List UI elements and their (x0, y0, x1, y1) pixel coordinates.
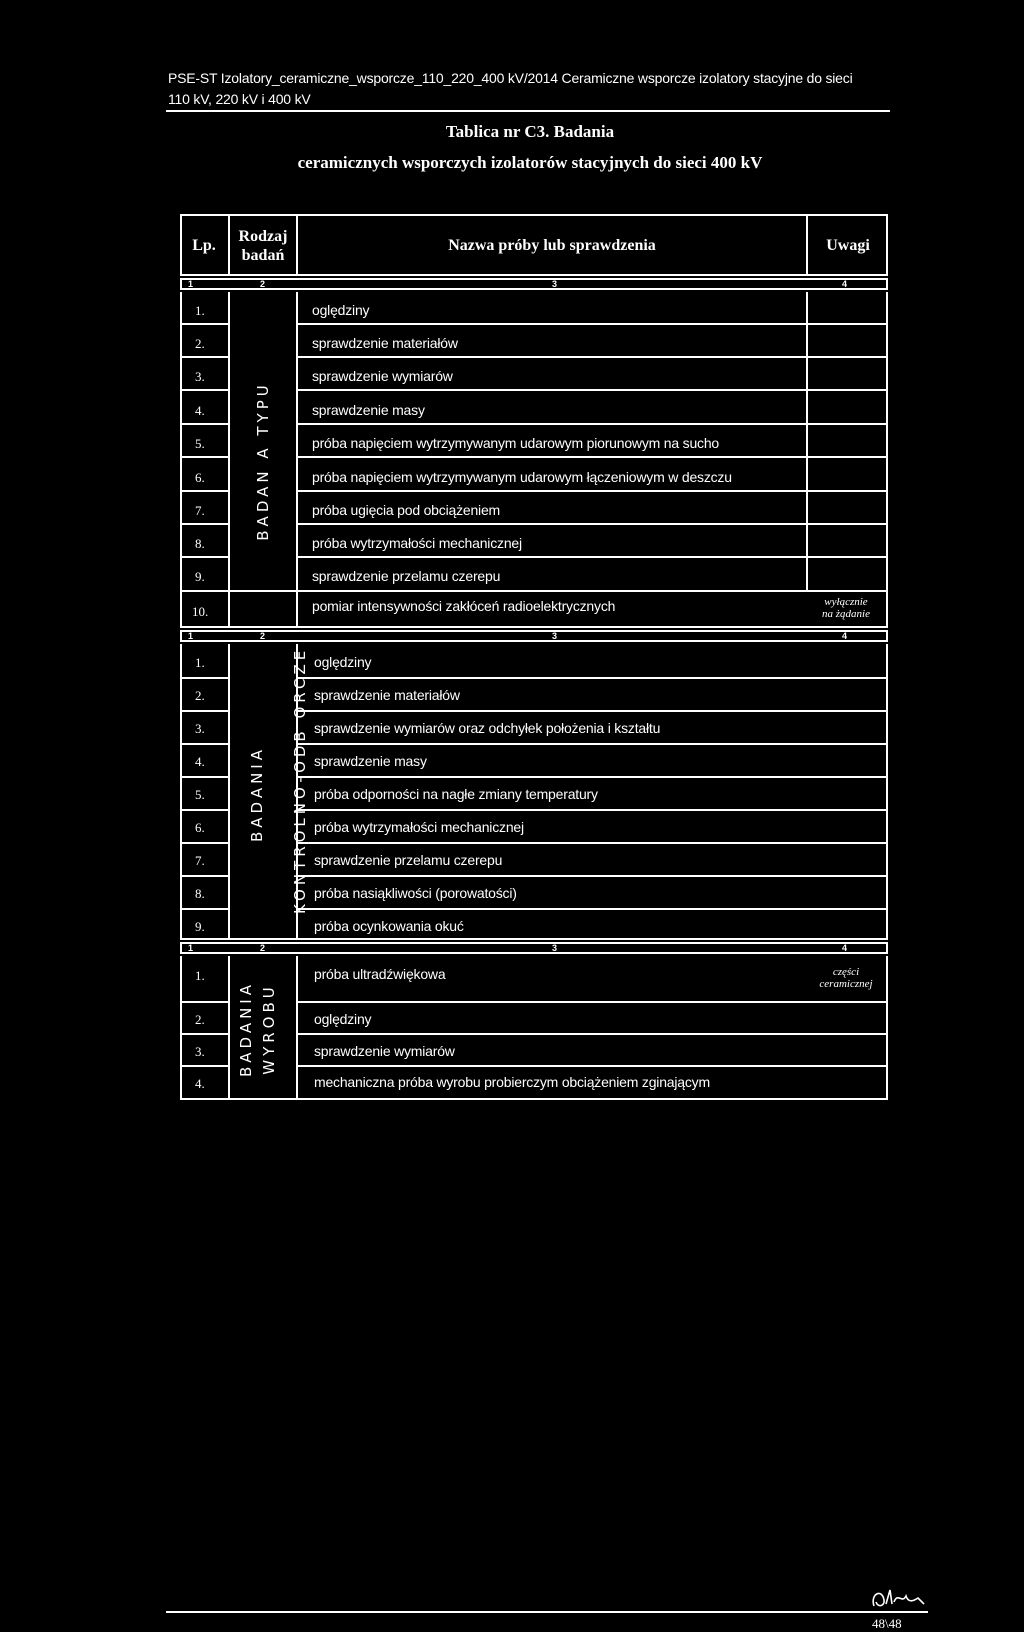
row-number: 1. (195, 303, 205, 318)
test-name: oględziny (314, 1011, 372, 1027)
table-title: Tablica nr C3. Badania (445, 122, 615, 141)
test-name: sprawdzenie masy (312, 402, 425, 418)
row-number: 4. (195, 1076, 205, 1091)
row-number: 6. (195, 820, 205, 835)
row-number: 5. (195, 787, 205, 802)
row-number: 2. (195, 1012, 205, 1027)
test-name: próba odporności na nagłe zmiany temperatury (314, 786, 598, 802)
row-number: 7. (195, 853, 205, 868)
remark-ceramic-parts: części ceramicznej (819, 966, 873, 990)
column-numbers-row: 1 2 3 4 (180, 278, 888, 290)
test-name: sprawdzenie masy (314, 753, 427, 769)
test-name: sprawdzenie materiałów (312, 335, 458, 351)
test-name: sprawdzenie wymiarów oraz odchyłek położenia i kształtu (314, 720, 661, 736)
section-label-type-tests: BADAN A TYPU (254, 381, 272, 541)
row-number: 5. (195, 436, 205, 451)
col-header-uwagi: Uwagi (826, 237, 870, 254)
section-label-product-line1: BADANIA (237, 981, 255, 1078)
section-type-tests (180, 292, 888, 628)
test-name: próba ugięcia pod obciążeniem (312, 502, 500, 518)
test-name: oględziny (312, 302, 370, 318)
row-number: 1. (195, 968, 205, 983)
test-name: próba napięciem wytrzymywanym udarowym piorunowym na sucho (312, 435, 720, 451)
test-name: pomiar intensywności zakłóceń radioelektrycznych (312, 598, 616, 614)
table-subtitle: ceramicznych wsporczych izolatorów stacyjnych do sieci 400 kV (297, 153, 763, 172)
test-name: mechaniczna próba wyrobu probierczym obciążeniem zginającym (314, 1074, 710, 1090)
test-name: sprawdzenie przelamu czerepu (312, 568, 501, 584)
row-number: 8. (195, 886, 205, 901)
row-number: 6. (195, 470, 205, 485)
test-name: próba wytrzymałości mechanicznej (312, 535, 522, 551)
remark-on-request: wyłącznie na żądanie (822, 596, 870, 620)
footer-divider (166, 1611, 928, 1613)
section-label-acceptance-line1: BADANIA (248, 746, 266, 843)
signature-icon (868, 1584, 928, 1614)
test-name: próba ocynkowania okuć (314, 918, 464, 934)
test-name: oględziny (314, 654, 372, 670)
row-number: 10. (192, 604, 209, 619)
test-name: sprawdzenie wymiarów (312, 368, 453, 384)
row-number: 9. (195, 919, 205, 934)
row-number: 2. (195, 688, 205, 703)
row-number: 4. (195, 403, 205, 418)
row-number: 7. (195, 503, 205, 518)
row-number: 9. (195, 569, 205, 584)
test-name: sprawdzenie wymiarów (314, 1043, 455, 1059)
page-number: 48\48 (872, 1616, 902, 1631)
test-name: próba nasiąkliwości (porowatości) (314, 885, 517, 901)
test-name: próba wytrzymałości mechanicznej (314, 819, 524, 835)
col-header-lp: Lp. (192, 237, 216, 254)
column-numbers-row: 1 2 3 4 (180, 942, 888, 954)
row-number: 3. (195, 721, 205, 736)
col-header-rodzaj: Rodzaj badań (238, 228, 288, 264)
test-name: sprawdzenie materiałów (314, 687, 460, 703)
row-number: 1. (195, 655, 205, 670)
document-header-line1: PSE-ST Izolatory_ceramiczne_wsporcze_110_220_400 kV/2014 Ceramiczne wsporcze izolatory stacyjne do sieci (168, 70, 853, 86)
test-name: sprawdzenie przelamu czerepu (314, 852, 503, 868)
row-number: 2. (195, 336, 205, 351)
column-numbers-row: 1 2 3 4 (180, 630, 888, 642)
row-number: 3. (195, 1044, 205, 1059)
row-number: 4. (195, 754, 205, 769)
document-header-line2: 110 kV, 220 kV i 400 kV (168, 91, 311, 107)
section-label-product-line2: WYROBU (260, 983, 278, 1075)
section-label-acceptance-line2: KONTROLNO-ODB ORCZE (291, 646, 309, 914)
test-name: próba ultradźwiękowa (314, 966, 446, 982)
row-number: 3. (195, 369, 205, 384)
row-number: 8. (195, 536, 205, 551)
header-divider (166, 110, 890, 112)
col-header-nazwa: Nazwa próby lub sprawdzenia (448, 237, 656, 254)
test-name: próba napięciem wytrzymywanym udarowym łączeniowym w deszczu (312, 469, 732, 485)
